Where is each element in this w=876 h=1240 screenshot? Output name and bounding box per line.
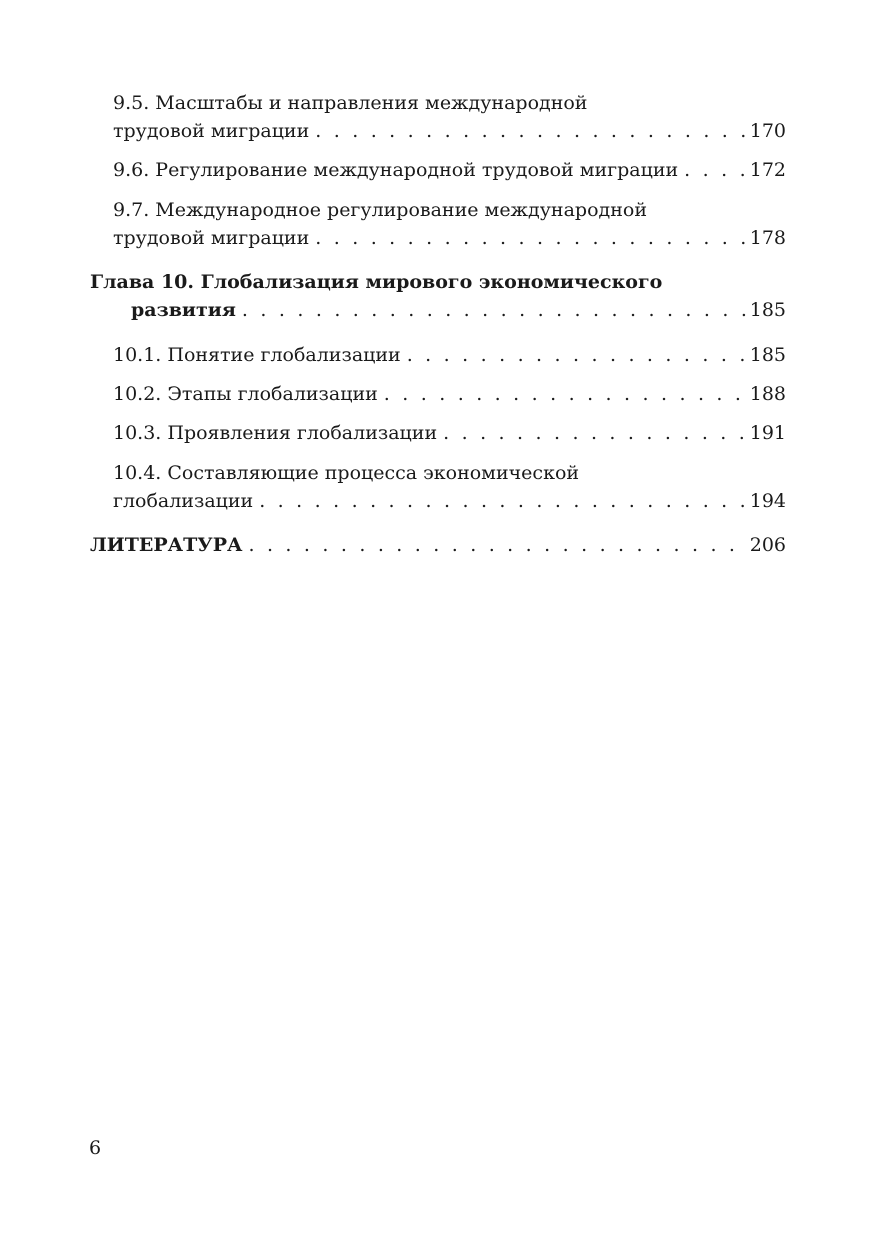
dot-leader [443, 419, 748, 447]
toc-page-number: 191 [749, 422, 786, 444]
dot-leader [259, 487, 748, 515]
toc-page-number: 172 [749, 159, 786, 181]
toc-references[interactable] [90, 531, 786, 559]
toc-entry-title: 9.6. Регулирование международной трудовой миграции [113, 159, 679, 181]
toc-entry-title: 9.7. Международное регулирование международной [113, 199, 647, 221]
toc-entry-10-4[interactable] [113, 459, 786, 515]
toc-chapter-10[interactable] [90, 268, 786, 324]
toc-references-title: ЛИТЕРАТУРА [90, 534, 243, 556]
toc-entry-10-3[interactable] [113, 419, 786, 447]
toc-entry-10-1[interactable] [113, 341, 786, 369]
toc-page-number: 185 [749, 344, 786, 366]
dot-leader [315, 224, 747, 252]
toc-entry-9-6[interactable] [113, 156, 786, 184]
toc-entry-title: 10.4. Составляющие процесса экономической [113, 462, 580, 484]
dot-leader [684, 156, 748, 184]
toc-chapter-title-continued: развития [131, 299, 236, 321]
toc-entry-title: 10.3. Проявления глобализации [113, 422, 438, 444]
toc-page-number: 185 [749, 299, 786, 321]
toc-page-number: 194 [749, 490, 786, 512]
toc-entry-9-7[interactable] [113, 196, 786, 252]
toc-entry-title-continued: трудовой миграции [113, 120, 310, 142]
dot-leader [242, 296, 748, 324]
toc-chapter-title: Глава 10. Глобализация мирового экономического [90, 271, 663, 293]
page-number: 6 [89, 1137, 102, 1159]
toc-entry-title-continued: глобализации [113, 490, 254, 512]
toc-entry-10-2[interactable] [113, 380, 786, 408]
dot-leader [407, 341, 748, 369]
toc-entry-title: 10.1. Понятие глобализации [113, 344, 401, 366]
toc-entry-9-5[interactable] [113, 89, 786, 145]
toc-page-number: 188 [749, 383, 786, 405]
toc-entry-title: 9.5. Масштабы и направления международной [113, 92, 588, 114]
toc-page-number: 206 [749, 534, 786, 556]
dot-leader [248, 531, 747, 559]
toc-page-number: 178 [749, 227, 786, 249]
dot-leader [315, 117, 747, 145]
toc-entry-title: 10.2. Этапы глобализации [113, 383, 378, 405]
toc-entry-title-continued: трудовой миграции [113, 227, 310, 249]
toc-page-number: 170 [749, 120, 786, 142]
dot-leader [384, 380, 748, 408]
